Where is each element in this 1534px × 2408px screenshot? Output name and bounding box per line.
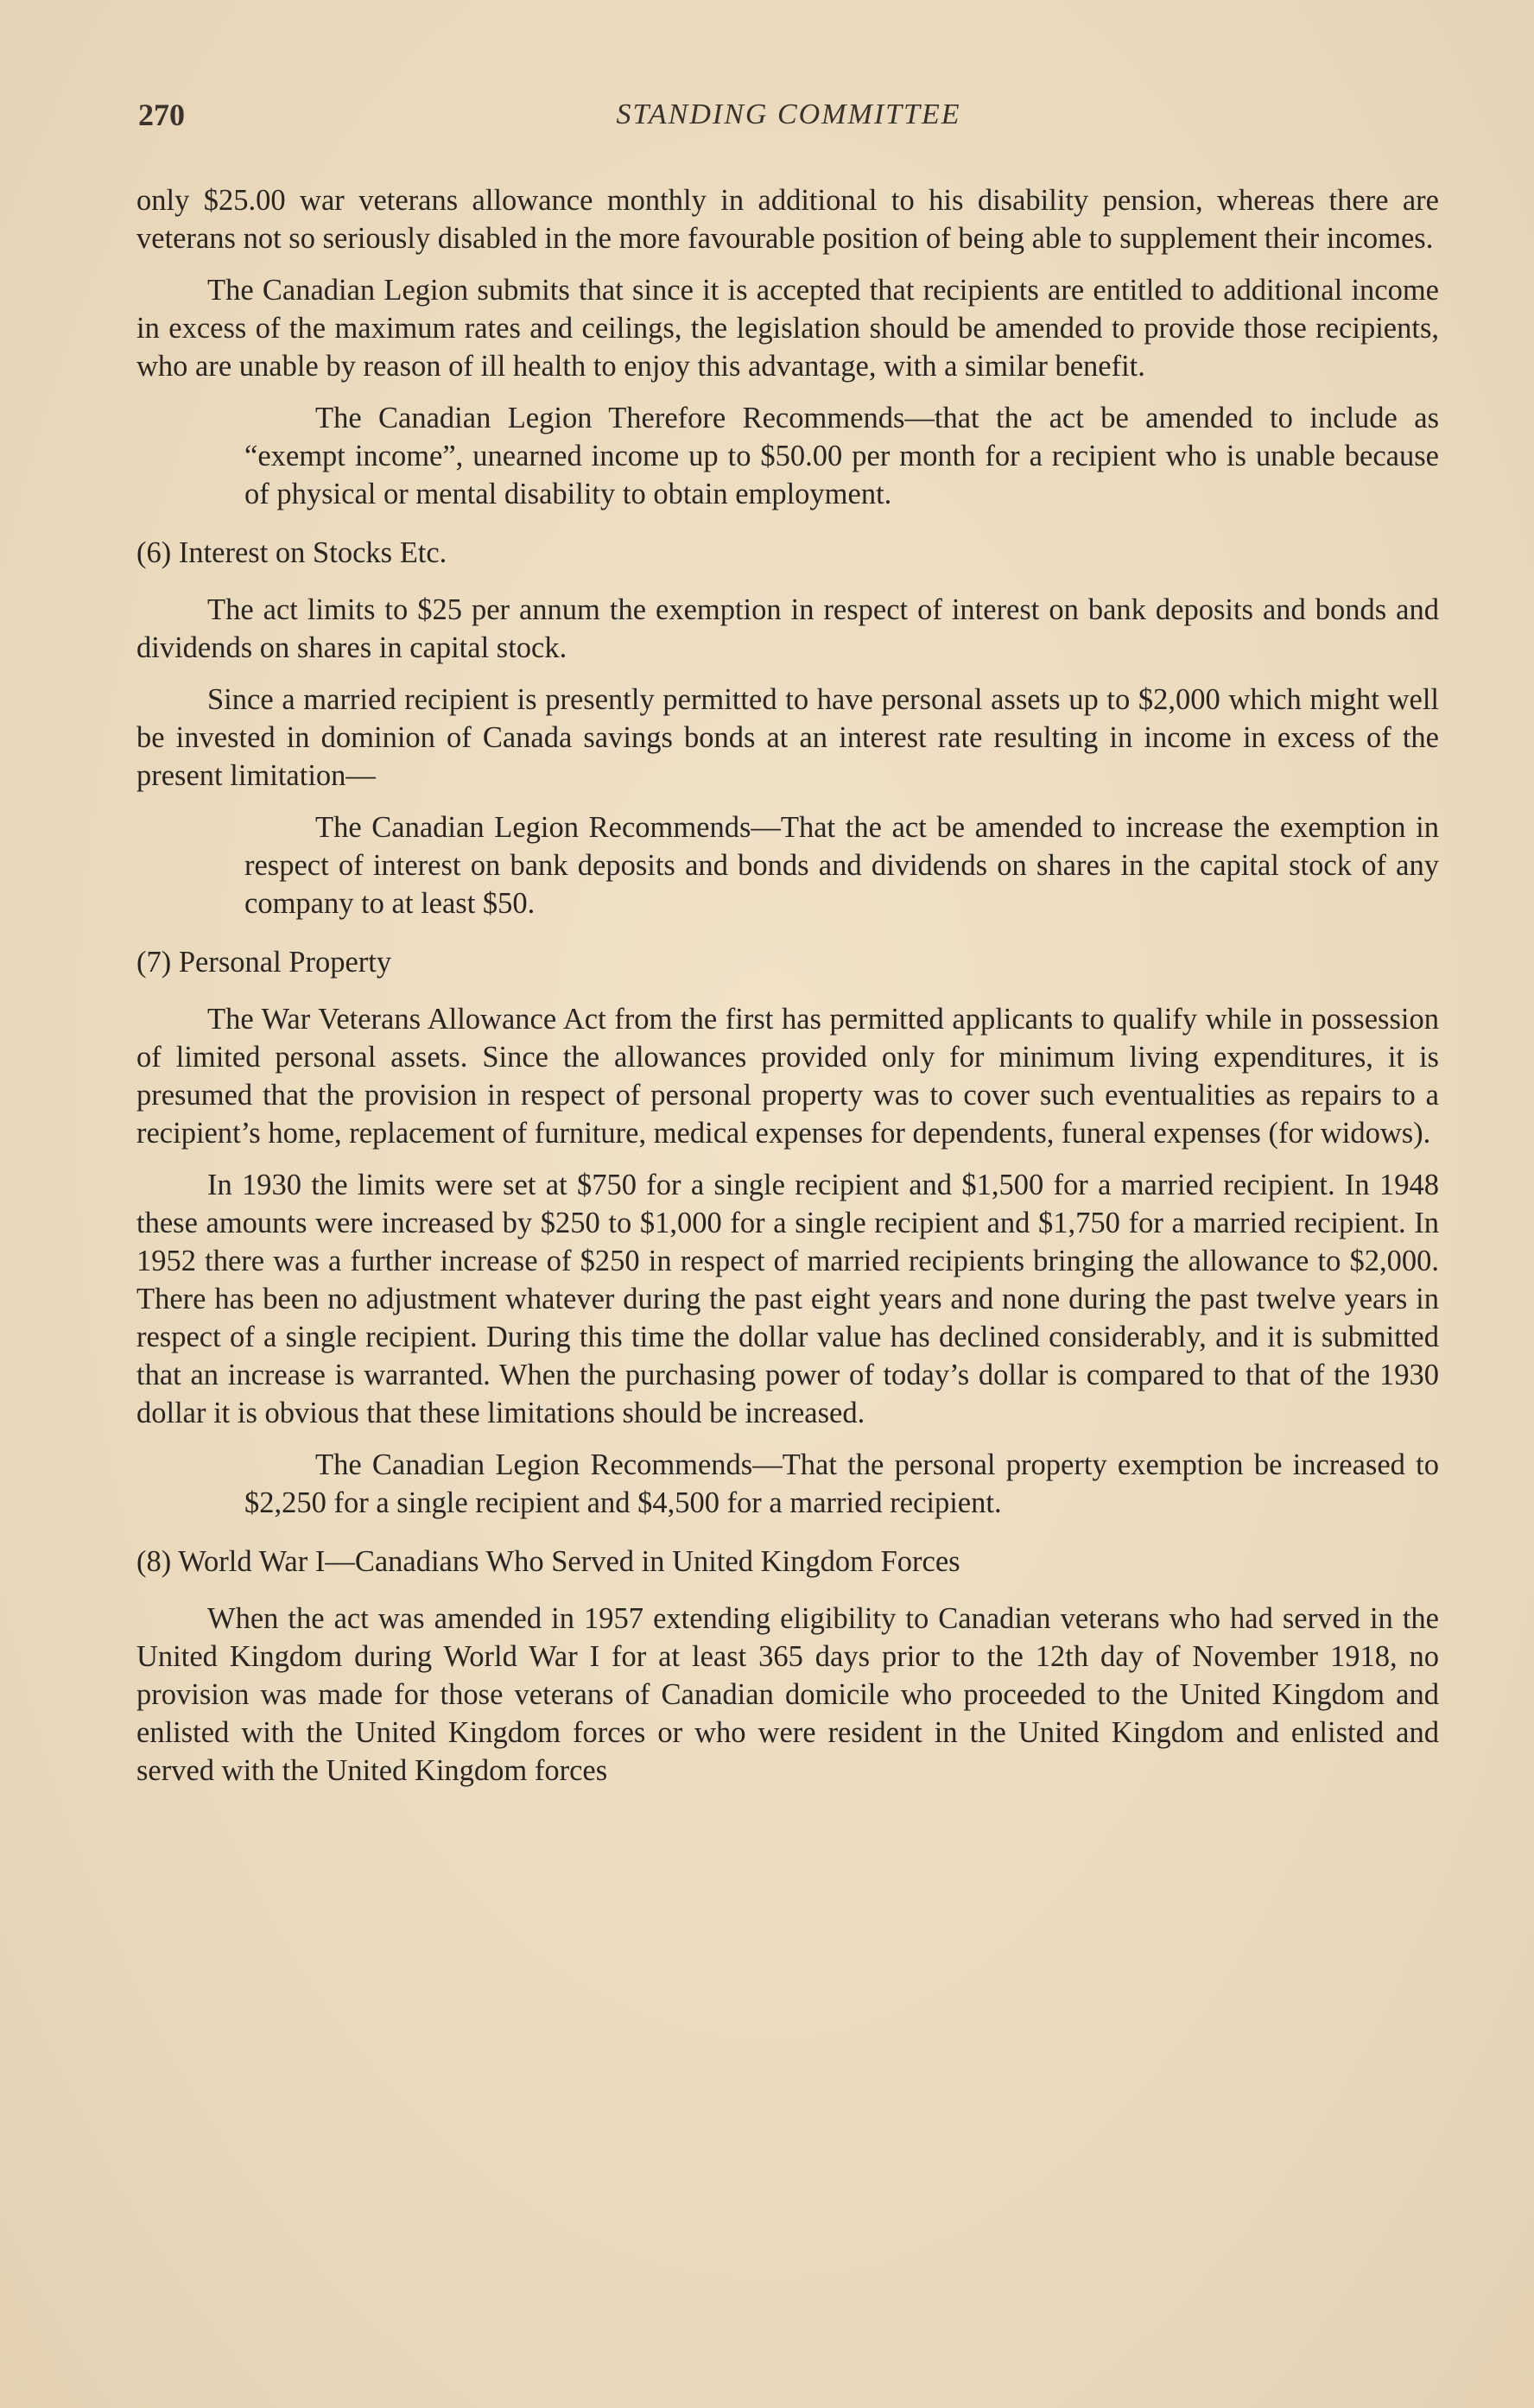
paragraph: Since a married recipient is presently permitted to have personal assets up to $2,000 which might well be invested in dominion of Canada savings bonds at an interest rate resulting in income in excess of the present limitation— xyxy=(136,683,1439,792)
section-heading: (6) Interest on Stocks Etc. xyxy=(136,536,447,569)
recommendation-paragraph: The Canadian Legion Recommends—That the act be amended to increase the exemption in respect of interest on bank deposits and bonds and dividends on shares in the capital stock of any company to at least $50. xyxy=(244,811,1439,920)
running-head: STANDING COMMITTEE xyxy=(616,98,961,130)
page-number: 270 xyxy=(138,98,185,132)
paragraph: The Canadian Legion submits that since it is accepted that recipients are entitled to additional income in excess of the maximum rates and ceilings, the legislation should be amended to provide those recipients, who are unable by reason of ill health to enjoy this advantage, with a similar benefit. xyxy=(136,274,1439,383)
document-body xyxy=(136,181,1439,1803)
recommendation-paragraph: The Canadian Legion Therefore Recommends—that the act be amended to include as “exempt income”, unearned income up to $50.00 per month for a recipient who is unable because of physical or mental disability to obtain employment. xyxy=(244,402,1439,510)
page-header xyxy=(138,97,1439,149)
paragraph: The act limits to $25 per annum the exemption in respect of interest on bank deposits and bonds and dividends on shares in capital stock. xyxy=(136,593,1439,664)
section-heading: (8) World War I—Canadians Who Served in United Kingdom Forces xyxy=(136,1545,960,1578)
section-heading: (7) Personal Property xyxy=(136,946,392,979)
paragraph: The War Veterans Allowance Act from the first has permitted applicants to qualify while in possession of limited personal assets. Since the allowances provided only for minimum living expenditures, it is presumed that the provision in respect of personal property was to cover such eventualities as repairs to a recipient’s home, replacement of furniture, medical expenses for dependents, funeral expenses (for widows). xyxy=(136,1003,1439,1150)
recommendation-paragraph: The Canadian Legion Recommends—That the personal property exemption be increased to $2,250 for a single recipient and $4,500 for a married recipient. xyxy=(244,1448,1439,1519)
paragraph: In 1930 the limits were set at $750 for a single recipient and $1,500 for a married recipient. In 1948 these amounts were increased by $250 to $1,000 for a single recipient and $1,750 for a married recipient. In 1952 there was a further increase of $250 in respect of married recipients bringing the allowance to $2,000. There has been no adjustment whatever during the past eight years and none during the past twelve years in respect of a single recipient. During this time the dollar value has declined considerably, and it is submitted that an increase is warranted. When the purchasing power of today’s dollar is compared to that of the 1930 dollar it is obvious that these limitations should be increased. xyxy=(136,1169,1439,1429)
paragraph: only $25.00 war veterans allowance monthly in additional to his disability pension, whereas there are veterans not so seriously disabled in the more favourable position of being able to supplement their incomes. xyxy=(136,184,1439,255)
paragraph: When the act was amended in 1957 extending eligibility to Canadian veterans who had served in the United Kingdom during World War I for at least 365 days prior to the 12th day of November 1918, no provision was made for those veterans of Canadian domicile who proceeded to the United Kingdom and enlisted with the United Kingdom forces or who were resident in the United Kingdom and enlisted and served with the United Kingdom forces xyxy=(136,1602,1439,1787)
